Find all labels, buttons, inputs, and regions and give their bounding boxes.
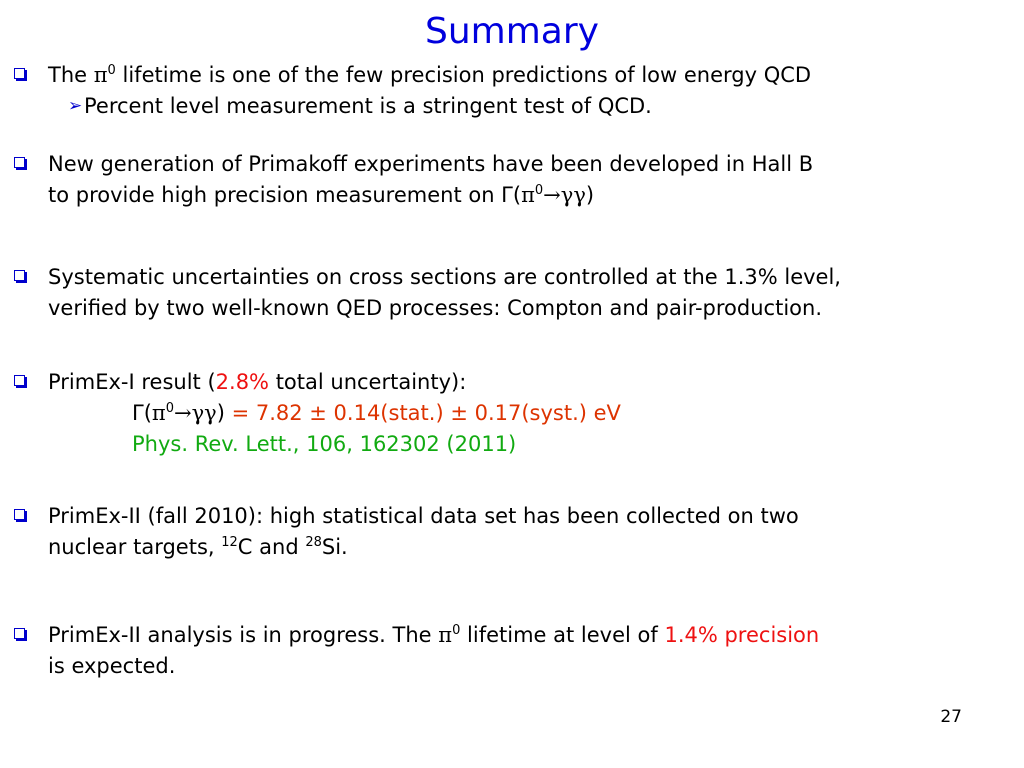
text: New generation of Primakoff experiments have been developed in Hall B (48, 152, 814, 176)
decay-arrow: →γγ (543, 183, 586, 207)
superscript: 12 (221, 535, 238, 550)
pi-symbol: π (521, 183, 535, 207)
checkbox-bullet-icon (14, 270, 25, 281)
text: verified by two well-known QED processes: Compton and pair-production. (48, 296, 822, 320)
superscript: 0 (534, 183, 544, 198)
text: ) (216, 401, 232, 425)
slide-title: Summary (425, 11, 599, 52)
pi-symbol: π (151, 401, 166, 425)
text: Si. (321, 535, 348, 559)
sub-bullet-text: Percent level measurement is a stringent test of QCD. (84, 94, 652, 118)
superscript: 0 (165, 401, 174, 416)
bullet-primex-2-data (14, 501, 1004, 563)
superscript: 0 (452, 623, 461, 638)
text: The (48, 63, 94, 87)
text: C and (237, 535, 306, 559)
text: is expected. (48, 654, 176, 678)
bullet-primex-1 (14, 367, 1004, 460)
bullet-line-continued (14, 651, 1004, 682)
text: Systematic uncertainties on cross sections are controlled at the 1.3% level, (48, 265, 841, 289)
superscript: 28 (305, 535, 322, 550)
reference-citation: Phys. Rev. Lett., 106, 162302 (2011) (132, 432, 517, 456)
bullet-line-continued (14, 180, 1004, 211)
equation-line (14, 398, 1004, 429)
text: PrimEx-II (fall 2010): high statistical data set has been collected on two (48, 504, 799, 528)
text: PrimEx-II analysis is in progress. The (48, 623, 439, 647)
uncertainty-value: 2.8% (215, 370, 270, 394)
text: PrimEx-I result ( (48, 370, 216, 394)
bullet-line (14, 367, 1004, 398)
text: to provide high precision measurement on Γ( (48, 183, 522, 207)
sub-bullet (14, 91, 1004, 122)
bullet-line (14, 149, 1004, 180)
bullet-primex-2-analysis (14, 620, 1004, 682)
text: lifetime at level of (460, 623, 665, 647)
result-equation: = 7.82 ± 0.14(stat.) ± 0.17(syst.) eV (231, 401, 621, 425)
text: ) (585, 183, 595, 207)
checkbox-bullet-icon (14, 509, 25, 520)
checkbox-bullet-icon (14, 68, 25, 79)
superscript: 0 (107, 63, 116, 78)
bullet-pi0-lifetime (14, 60, 1004, 122)
arrow-bullet-icon: ➢ (68, 96, 83, 116)
checkbox-bullet-icon (14, 157, 25, 168)
bullet-line-continued (14, 293, 1004, 324)
bullet-line (14, 501, 1004, 532)
precision-value: 1.4% precision (664, 623, 820, 647)
bullet-line (14, 60, 1004, 91)
text: Γ( (132, 401, 152, 425)
bullet-line-continued (14, 532, 1004, 563)
page-number: 27 (940, 707, 962, 727)
bullet-line (14, 262, 1004, 293)
checkbox-bullet-icon (14, 628, 25, 639)
pi-symbol: π (93, 63, 108, 87)
text: lifetime is one of the few precision predictions of low energy QCD (115, 63, 812, 87)
decay-arrow: →γγ (174, 401, 217, 425)
pi-symbol: π (438, 623, 453, 647)
text: total uncertainty): (269, 370, 467, 394)
bullet-line (14, 620, 1004, 651)
bullet-systematics (14, 262, 1004, 324)
checkbox-bullet-icon (14, 375, 25, 386)
text: nuclear targets, (48, 535, 222, 559)
bullet-primakoff (14, 149, 1004, 211)
